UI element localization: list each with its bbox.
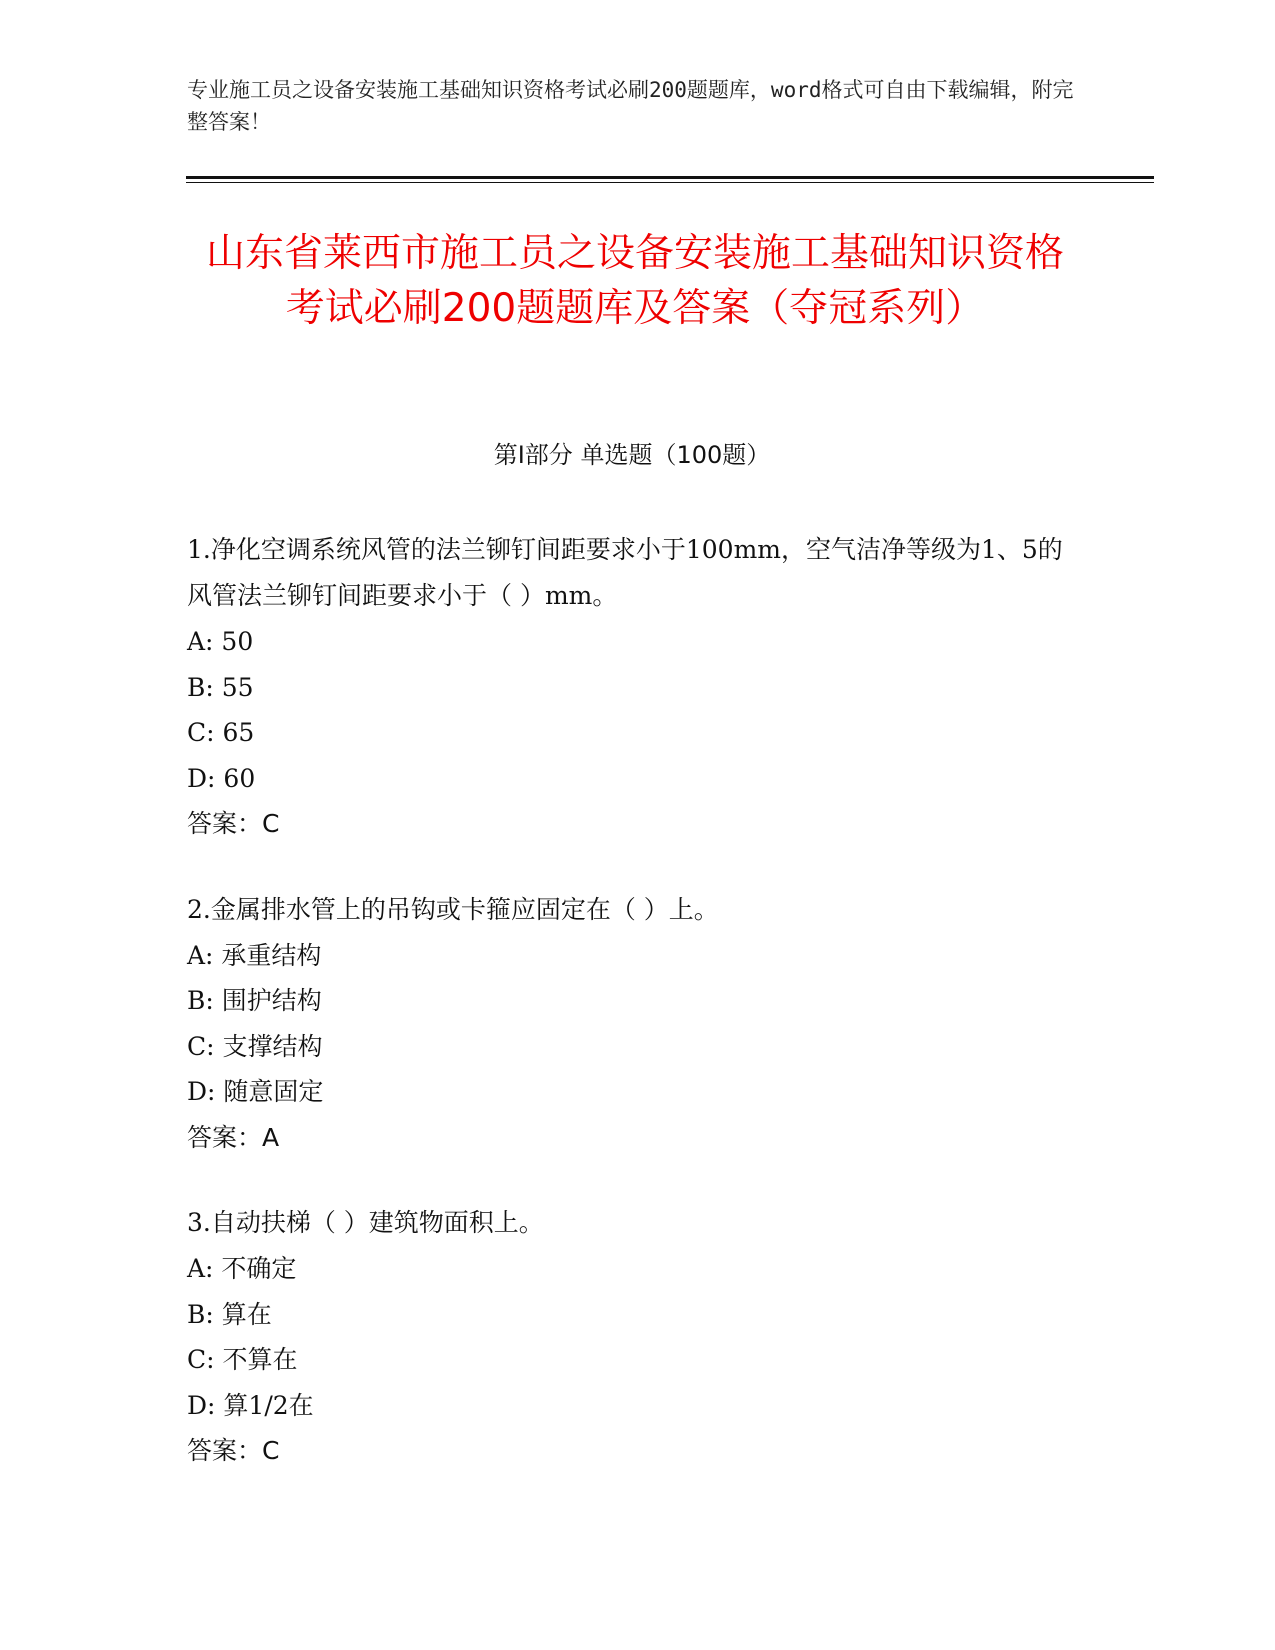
option-b: B: 55 [187, 672, 254, 702]
option-a: A: 承重结构 [187, 940, 322, 970]
option-a: A: 不确定 [187, 1254, 297, 1283]
option-b: B: 算在 [187, 1299, 272, 1329]
option-d: D: 60 [187, 763, 256, 793]
question-1 [187, 527, 1087, 847]
question-list [187, 527, 1087, 1514]
header-note: 专业施工员之设备安装施工基础知识资格考试必刷200题题库，word格式可自由下载编辑，附完整答案！ [187, 78, 1074, 134]
document-title: 山东省莱西市施工员之设备安装施工基础知识资格考试必刷200题题库及答案（夺冠系列） [205, 231, 1064, 331]
question-stem: 1.净化空调系统风管的法兰铆钉间距要求小于100mm，空气洁净等级为1、5的风管法兰铆钉间距要求小于（ ）mm。 [187, 535, 1063, 610]
header-rule-thick [186, 176, 1154, 179]
header-rule-thin [186, 182, 1154, 183]
option-d: D: 算1/2在 [187, 1390, 314, 1420]
question-3 [187, 1200, 1087, 1474]
answer: 答案：C [187, 1436, 280, 1465]
question-stem: 3.自动扶梯（ ）建筑物面积上。 [187, 1208, 544, 1237]
answer: 答案：A [187, 1122, 280, 1152]
section-title: 第I部分 单选题（100题） [493, 441, 771, 469]
option-c: C: 不算在 [187, 1345, 298, 1374]
question-2 [187, 887, 1087, 1161]
answer: 答案：C [187, 809, 280, 838]
option-c: C: 65 [187, 718, 255, 747]
question-stem: 2.金属排水管上的吊钩或卡箍应固定在（ ）上。 [187, 894, 719, 924]
option-a: A: 50 [187, 627, 254, 656]
option-b: B: 围护结构 [187, 986, 322, 1015]
option-d: D: 随意固定 [187, 1077, 324, 1106]
option-c: C: 支撑结构 [187, 1031, 323, 1061]
